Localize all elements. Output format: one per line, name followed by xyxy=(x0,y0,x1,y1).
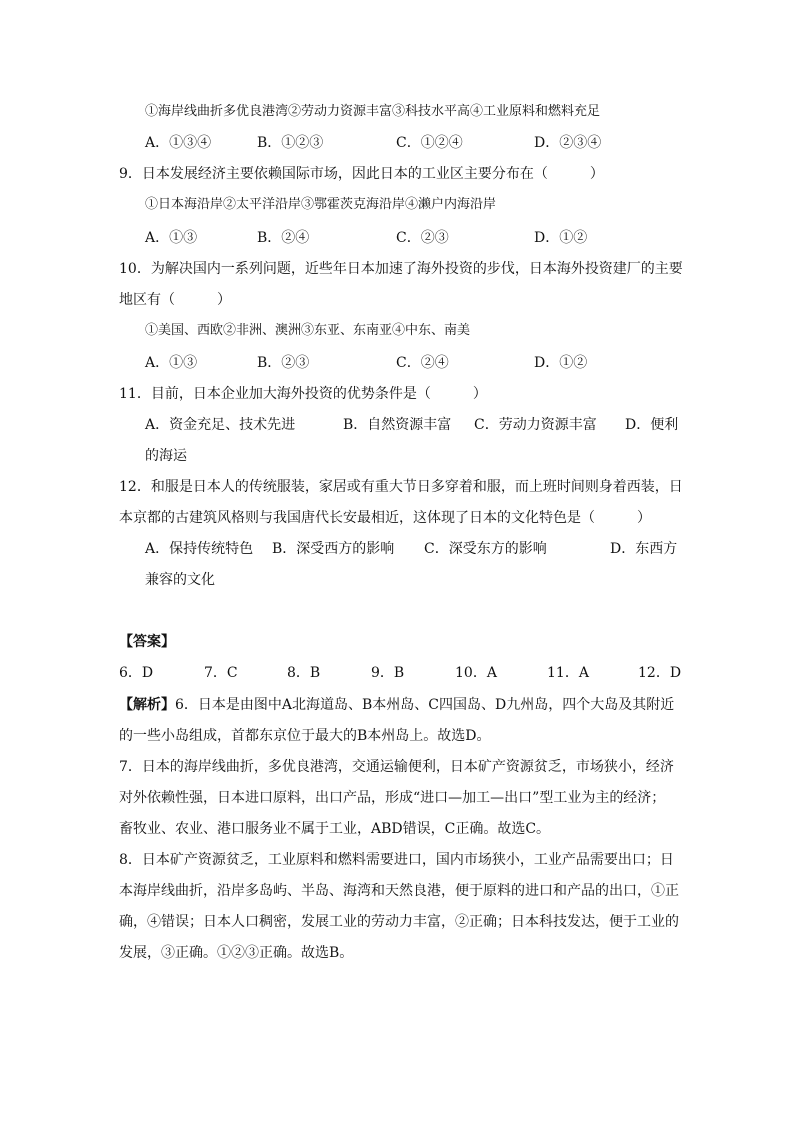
q9-option-b: B．②④ xyxy=(257,230,310,246)
q8-statements: ①海岸线曲折多优良港湾②劳动力资源丰富③科技水平高④工业原料和燃料充足 xyxy=(145,104,601,119)
analysis-line-6: 8．日本矿产资源贫乏，工业原料和燃料需要进口，国内市场狭小，工业产品需要出口；日 xyxy=(119,852,674,868)
q12-option-b: B．深受西方的影响 xyxy=(272,541,395,557)
q11-option-d: D．便利 xyxy=(625,417,679,433)
q11-option-b: B．自然资源丰富 xyxy=(343,417,452,433)
q11-option-a: A．资金充足、技术先进 xyxy=(145,417,296,433)
analysis-text: 6．日本是由图中A北海道岛、B本州岛、C四国岛、D九州岛，四个大岛及其附近 xyxy=(175,697,675,713)
q12-option-a: A．保持传统特色 xyxy=(145,541,254,557)
q10-stem-line2: 地区有（ ） xyxy=(119,292,231,308)
q10-option-c: C．②④ xyxy=(396,355,449,371)
answer-8: 8．B xyxy=(287,665,321,681)
q10-statements: ①美国、西欧②非洲、澳洲③东亚、东南亚④中东、南美 xyxy=(145,323,471,338)
q9-stem: 9．日本发展经济主要依赖国际市场，因此日本的工业区主要分布在（ ） xyxy=(119,166,604,182)
analysis-line-3: 7．日本的海岸线曲折，多优良港湾，交通运输便利，日本矿产资源贫乏，市场狭小，经济 xyxy=(119,759,674,775)
answer-12: 12．D xyxy=(638,665,682,681)
q10-option-d: D．①② xyxy=(534,355,588,371)
q11-option-c: C．劳动力资源丰富 xyxy=(474,417,597,433)
analysis-line-8: 确，④错误；日本人口稠密，发展工业的劳动力丰富，②正确；日本科技发达，便于工业的 xyxy=(119,914,679,930)
q8-option-a: A．①③④ xyxy=(145,135,212,151)
q10-option-a: A．①③ xyxy=(145,355,198,371)
q8-option-c: C．①②④ xyxy=(396,135,463,151)
analysis-line-7: 本海岸线曲折，沿岸多岛屿、半岛、海湾和天然良港，便于原料的进口和产品的出口，①正 xyxy=(119,883,679,899)
q10-stem-line1: 10．为解决国内一系列问题，近些年日本加速了海外投资的步伐，日本海外投资建厂的主要 xyxy=(119,261,683,277)
analysis-line-5: 畜牧业、农业、港口服务业不属于工业，ABD错误，C正确。故选C。 xyxy=(119,821,551,837)
q12-option-d-continuation: 兼容的文化 xyxy=(145,572,215,588)
analysis-line-2: 的一些小岛组成，首都东京位于最大的B本州岛上。故选D。 xyxy=(119,728,491,744)
answer-7: 7．C xyxy=(204,665,238,681)
q12-stem-line2: 本京都的古建筑风格则与我国唐代长安最相近，这体现了日本的文化特色是（ ） xyxy=(119,510,651,526)
answer-11: 11．A xyxy=(547,665,589,681)
q12-stem-line1: 12．和服是日本人的传统服装，家居或有重大节日多穿着和服，而上班时间则身着西装，日 xyxy=(119,479,683,495)
answer-9: 9．B xyxy=(371,665,405,681)
q9-option-d: D．①② xyxy=(534,230,588,246)
q12-option-c: C．深受东方的影响 xyxy=(424,541,547,557)
q9-option-a: A．①③ xyxy=(145,230,198,246)
answer-6: 6．D xyxy=(119,665,154,681)
answers-heading: 【答案】 xyxy=(119,634,175,650)
analysis-line-1 xyxy=(119,695,674,715)
q9-option-c: C．②③ xyxy=(396,230,449,246)
q11-option-d-continuation: 的海运 xyxy=(145,448,187,464)
analysis-label: 【解析】 xyxy=(119,697,175,713)
analysis-line-4: 对外依赖性强，日本进口原料，出口产品，形成“进口—加工—出口”型工业为主的经济； xyxy=(119,790,666,806)
q10-option-b: B．②③ xyxy=(257,355,310,371)
analysis-line-9: 发展，③正确。①②③正确。故选B。 xyxy=(119,945,354,961)
q8-option-d: D．②③④ xyxy=(534,135,602,151)
q11-stem: 11．目前，日本企业加大海外投资的优势条件是（ ） xyxy=(119,386,487,402)
q9-statements: ①日本海沿岸②太平洋沿岸③鄂霍茨克海沿岸④濑户内海沿岸 xyxy=(145,197,497,212)
q8-option-b: B．①②③ xyxy=(257,135,324,151)
q12-option-d: D．东西方 xyxy=(610,541,678,557)
answer-10: 10．A xyxy=(455,665,497,681)
